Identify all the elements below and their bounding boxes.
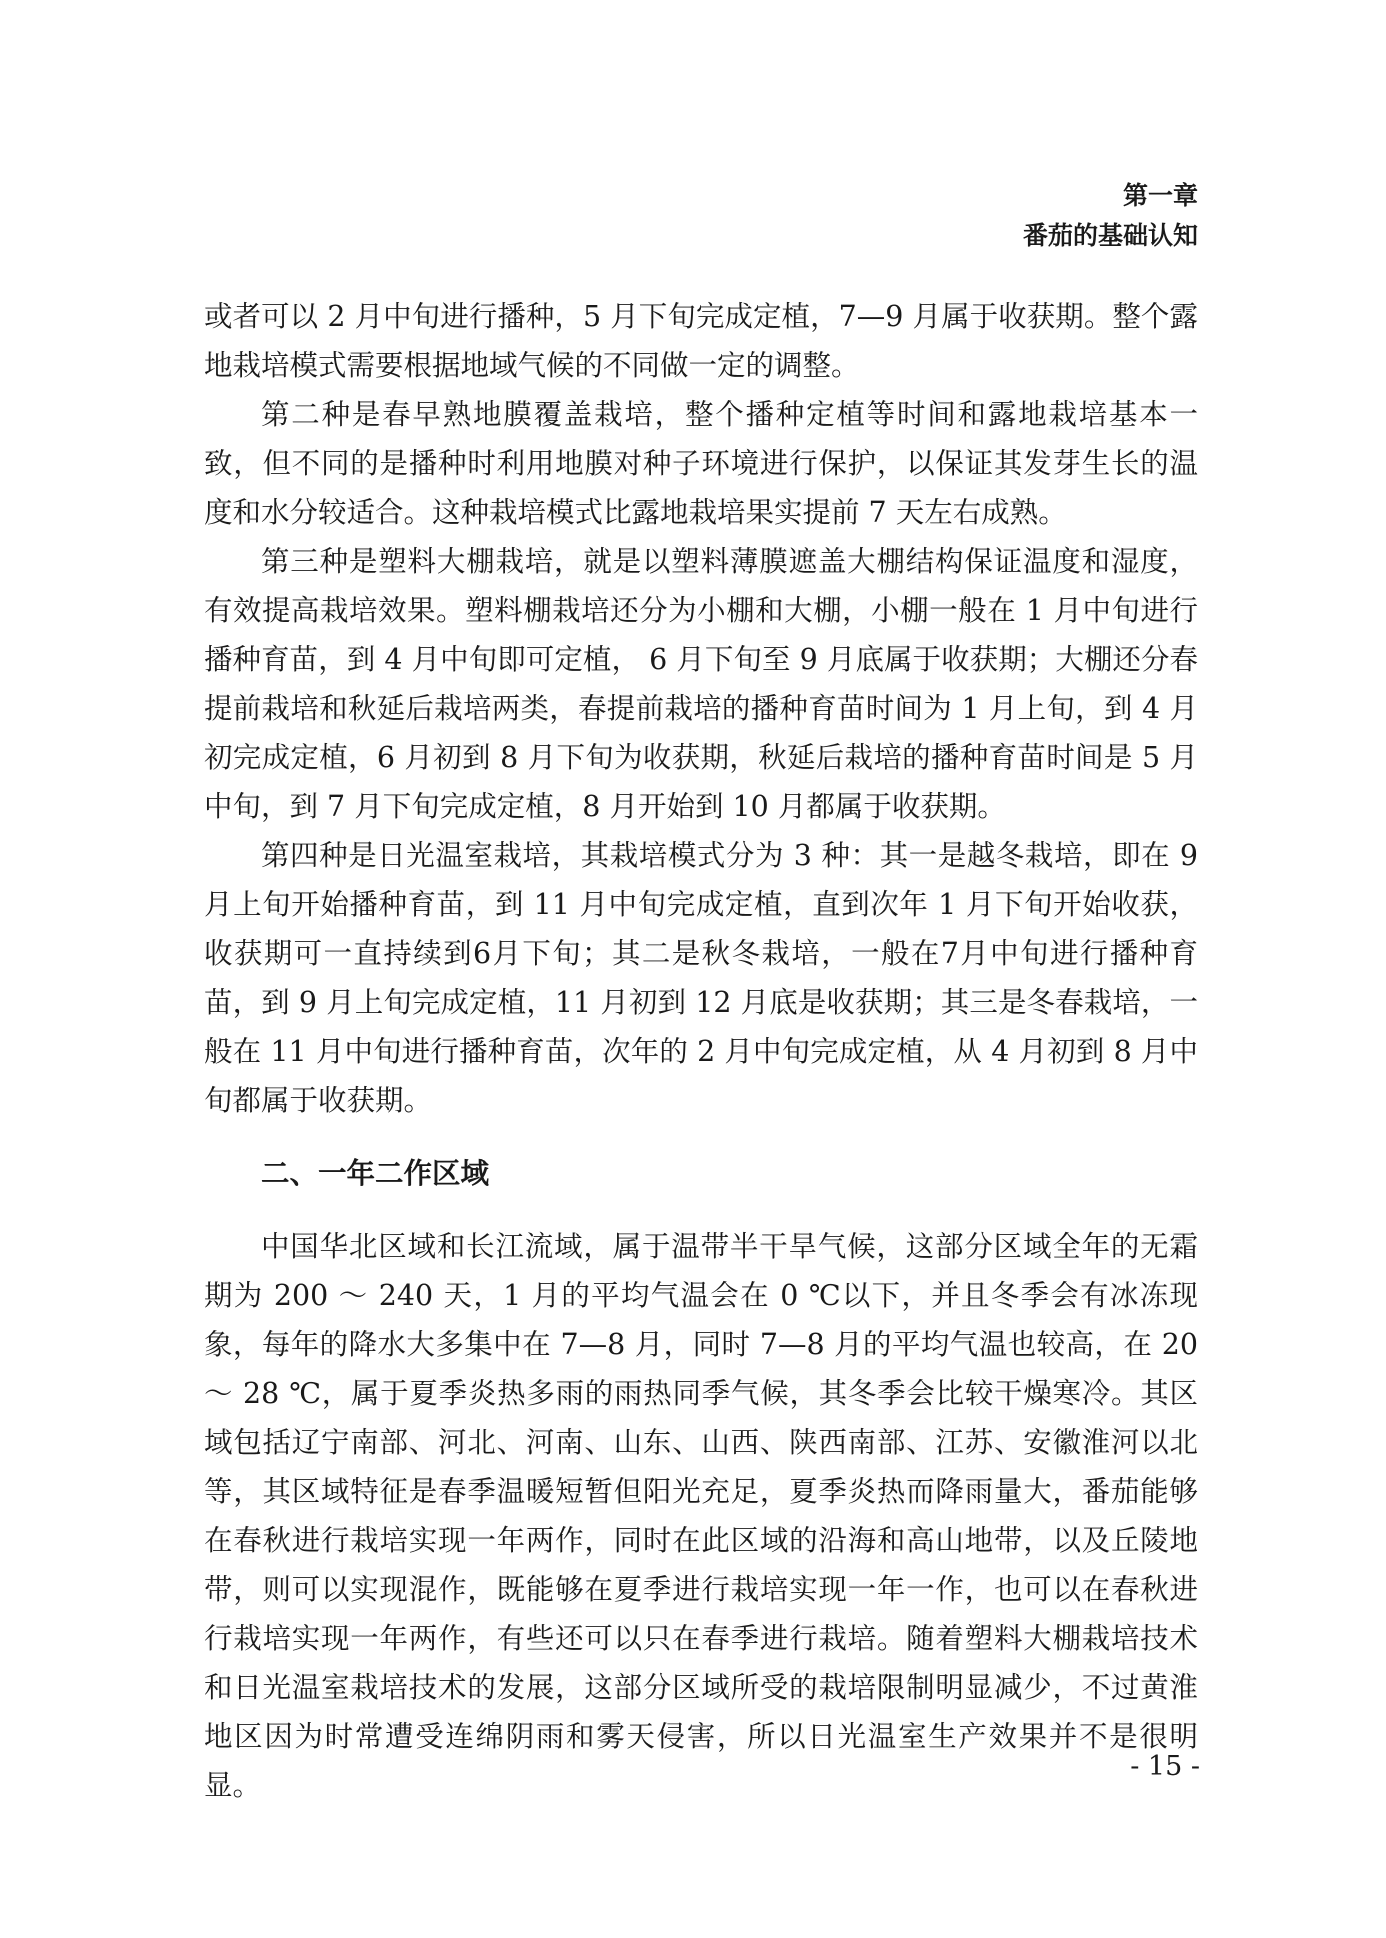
chapter-label: 第一章 [1122, 181, 1198, 210]
paragraph-continued: 或者可以 2 月中旬进行播种，5 月下旬完成定植，7—9 月属于收获期。整个露地栽培模式需要根据地域气候的不同做一定的调整。 [204, 300, 1198, 382]
section-heading: 二、一年二作区域 [261, 1157, 490, 1190]
page-number: - 15 - [1130, 1751, 1200, 1782]
paragraph: 第四种是日光温室栽培，其栽培模式分为 3 种：其一是越冬栽培，即在 9 月上旬开始播种育苗，到 11 月中旬完成定植，直到次年 1 月下旬开始收获，收获期可一直持续到6月下旬；其二是秋冬栽培，一般在7月中旬进行播种育苗，到 9 月上旬完成定植，11 月初到 12 月底是收获期；其三是冬春栽培，一般在 11 月中旬进行播种育苗，次年的 2 月中旬完成定植，从 4 月初到 8 月中旬都属于收获期。 [204, 839, 1198, 1117]
running-head [1023, 176, 1198, 256]
body-text [204, 292, 1198, 1810]
paragraph: 第三种是塑料大棚栽培，就是以塑料薄膜遮盖大棚结构保证温度和湿度，有效提高栽培效果。塑料棚栽培还分为小棚和大棚，小棚一般在 1 月中旬进行播种育苗，到 4 月中旬即可定植， 6 月下旬至 9 月底属于收获期；大棚还分春提前栽培和秋延后栽培两类，春提前栽培的播种育苗时间为 1 月上旬，到 4 月初完成定植，6 月初到 8 月下旬为收获期，秋延后栽培的播种育苗时间是 5 月中旬，到 7 月下旬完成定植，8 月开始到 10 月都属于收获期。 [204, 545, 1198, 823]
paragraph: 第二种是春早熟地膜覆盖栽培，整个播种定植等时间和露地栽培基本一致，但不同的是播种时利用地膜对种子环境进行保护，以保证其发芽生长的温度和水分较适合。这种栽培模式比露地栽培果实提前 7 天左右成熟。 [204, 398, 1198, 529]
paragraph: 中国华北区域和长江流域，属于温带半干旱气候，这部分区域全年的无霜期为 200 ～ 240 天，1 月的平均气温会在 0 ℃以下，并且冬季会有冰冻现象，每年的降水大多集中在 7—8 月，同时 7—8 月的平均气温也较高，在 20 ～ 28 ℃，属于夏季炎热多雨的雨热同季气候，其冬季会比较干燥寒冷。其区域包括辽宁南部、河北、河南、山东、山西、陕西南部、江苏、安徽淮河以北等，其区域特征是春季温暖短暂但阳光充足，夏季炎热而降雨量大，番茄能够在春秋进行栽培实现一年两作，同时在此区域的沿海和高山地带，以及丘陵地带，则可以实现混作，既能够在夏季进行栽培实现一年一作，也可以在春秋进行栽培实现一年两作，有些还可以只在春季进行栽培。随着塑料大棚栽培技术和日光温室栽培技术的发展，这部分区域所受的栽培限制明显减少，不过黄淮地区因为时常遭受连绵阴雨和雾天侵害，所以日光温室生产效果并不是很明显。 [204, 1230, 1198, 1802]
chapter-title: 番茄的基础认知 [1022, 221, 1198, 250]
